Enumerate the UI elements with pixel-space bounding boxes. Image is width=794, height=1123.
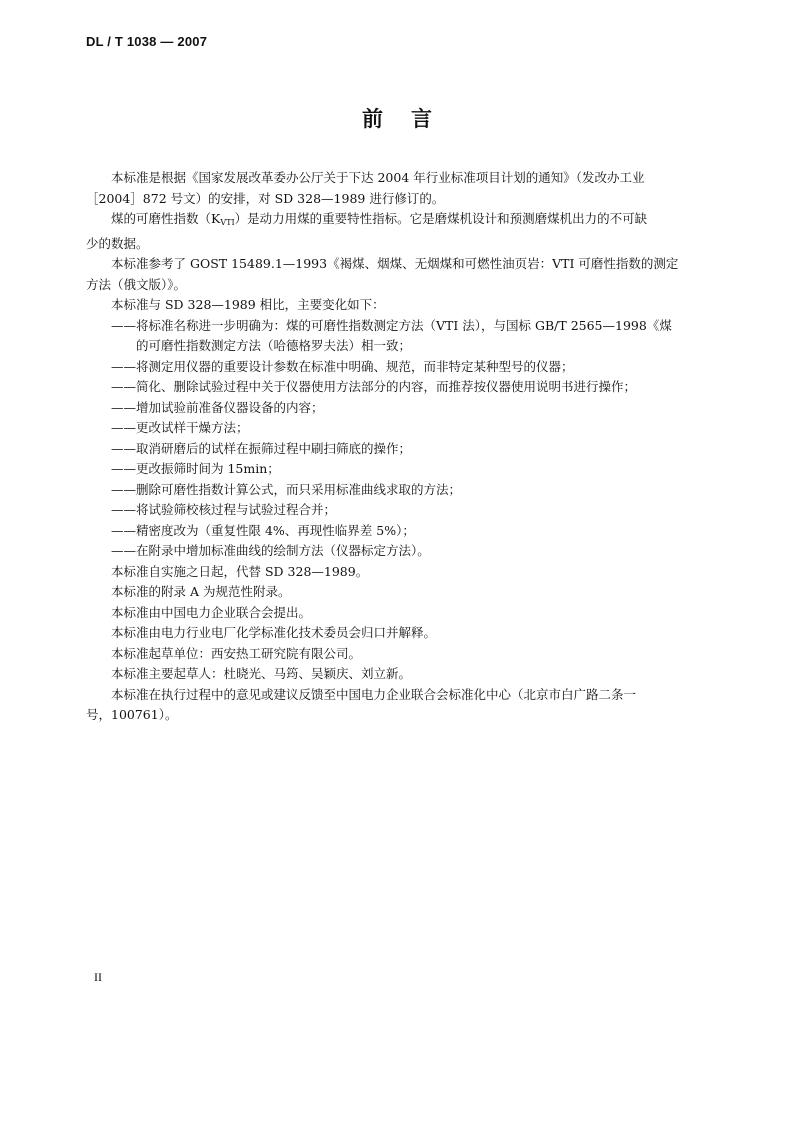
paragraph-index-cont: 少的数据。 — [86, 235, 149, 251]
paragraph-basis-cont: ［2004］872 号文）的安排，对 SD 328—1989 进行修订的。 — [86, 190, 445, 206]
list-item: ——更改振筛时间为 15min； — [111, 461, 280, 476]
paragraph-feedback-cont: 号，100761）。 — [86, 707, 178, 722]
paragraph-feedback: 本标准在执行过程中的意见或建议反馈至中国电力企业联合会标准化中心（北京市白广路二条一 — [111, 686, 637, 702]
paragraph-drafting-unit: 本标准起草单位：西安热工研究院有限公司。 — [111, 645, 362, 661]
paragraph-annex: 本标准的附录 A 为规范性附录。 — [111, 584, 291, 599]
foreword-body — [86, 168, 712, 726]
paragraph-administrator: 本标准由电力行业电厂化学标准化技术委员会归口并解释。 — [111, 625, 437, 640]
paragraph-replace: 本标准自实施之日起，代替 SD 328—1989。 — [111, 563, 369, 579]
list-item: ——取消研磨后的试样在振筛过程中刷扫筛底的操作； — [111, 440, 412, 456]
page-number: II — [94, 970, 102, 984]
paragraph-changes-intro: 本标准与 SD 328—1989 相比，主要变化如下： — [111, 297, 385, 312]
list-item: ——精密度改为（重复性限 4%、再现性临界差 5%）； — [111, 522, 415, 538]
paragraph-basis — [86, 168, 712, 189]
paragraph-proposer: 本标准由中国电力企业联合会提出。 — [111, 604, 312, 620]
list-item: ——将测定用仪器的重要设计参数在标准中明确、规范，而非特定某种型号的仪器； — [111, 358, 574, 374]
page-title: 前言 — [362, 107, 460, 131]
paragraph-drafters: 本标准主要起草人：杜晓光、马筠、吴颖庆、刘立新。 — [111, 666, 412, 681]
list-item: ——删除可磨性指数计算公式，而只采用标准曲线求取的方法； — [111, 481, 462, 497]
list-item: ——简化、删除试验过程中关于仪器使用方法部分的内容，而推荐按仪器使用说明书进行操作； — [111, 379, 637, 394]
document-code: DL / T 1038 — 2007 — [86, 34, 208, 49]
kvti-subscript: VTI — [220, 218, 235, 227]
paragraph-reference-cont: 方法（俄文版）》。 — [86, 276, 187, 292]
list-item: ——增加试验前准备仪器设备的内容； — [111, 399, 324, 415]
list-item: ——在附录中增加标准曲线的绘制方法（仪器标定方法）。 — [111, 543, 430, 558]
list-item: ——将标准名称进一步明确为：煤的可磨性指数测定方法（VTI 法），与国标 GB/T 2565—1998《煤 的可磨性指数测定方法（哈德格罗夫法）相一致； — [111, 317, 672, 353]
paragraph-reference: 本标准参考了 GOST 15489.1—1993《褐煤、烟煤、无烟煤和可燃性油页岩：VTI 可磨性指数的测定 — [111, 256, 679, 271]
paragraph-basis-line1: 本标准是根据《国家发展改革委办公厅关于下达 2004 年行业标准项目计划的通知》（发改办工业 — [111, 170, 645, 185]
list-item: ——将试验筛校核过程与试验过程合并； — [111, 502, 337, 517]
paragraph-index: 煤的可磨性指数$(K_{VTI})$是动力用煤的重要特性指标。它是磨煤机设计和预测磨煤机出力的不可缺 — [111, 211, 648, 227]
list-item: ——更改试样干燥方法； — [111, 420, 249, 435]
